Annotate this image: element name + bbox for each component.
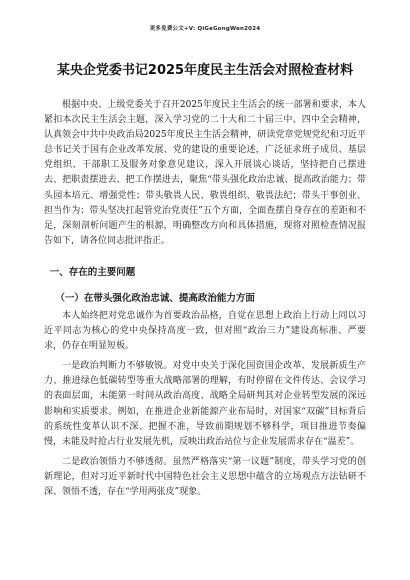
point-two-paragraph: 二是政治领悟力不够透彻。虽然严格落实“第一议题”制度，带头学习党的创新理论，但对习近平新时代中国特色社会主义思想中蕴含的立场观点方法钻研不深、领悟不透，存在“学用两张皮”现象。 <box>44 456 366 497</box>
document-title: 某央企党委书记2025年度民主生活会对照检查材料 <box>56 63 354 78</box>
section-heading-problems: 一、存在的主要问题 <box>49 266 136 278</box>
header-note: 更多免费公文+V: QiGeGongWen2024 <box>149 26 261 32</box>
point-one-paragraph: 一是政治判断力不够敏锐。对党中央关于深化国资国企改革、发展新质生产力、推进绿色低碳转型等重大战略部署的理解，有时停留在文件传达、会议学习的表面层面，未能第一时间从政治高度、战略全局研判其对企业转型发展的深远影响和实质要求。例如，在推进企业新能源产业布局时，对国家“双碳”目标背后的系统性变革认识不深、把握不准，导致前期规划不够科学，项目推进节奏偏慢，未能及时抢占行业发展先机，反映出政治站位与企业发展需求存在“温差”。 <box>44 361 366 447</box>
subsection-heading-political: （一）在带头强化政治忠诚、提高政治能力方面 <box>55 292 255 304</box>
intro-paragraph: 根据中央、上级党委关于召开2025年度民主生活会的统一部署和要求，本人紧扣本次民主生活会主题，深入学习党的二十大和二十届三中、四中全会精神，认真领会中共中央政治局2025年度民主生活会精神，研读党章党规党纪和习近平总书记关于国有企业改革发展、党的建设的重要论述，广泛征求班子成员、基层党组织、干部职工及服务对象意见建议，深入开展谈心谈话，坚持把自己摆进去、把职责摆进去、把工作摆进去，聚焦“带头强化政治忠诚、提高政治能力；带头园本培元、增强党性；带头敬畏人民、敬畏组织、敬畏法纪；带头干事创业、担当作为；带头坚决扛起管党治党责任”五个方面，全面查摆自身存在的差距和不足，深刻剖析问题产生的根源，明确整改方向和具体措施，现将对照检查情况报告如下，请各位同志批评指正。 <box>44 100 366 246</box>
subsection-intro-paragraph: 本人始终把对党忠诚作为首要政治品格，自觉在思想上政治上行动上同以习近平同志为核心的党中央保持高度一致，但对照“政治三力”建设高标准、严要求，仍存在明显短板。 <box>44 310 366 352</box>
